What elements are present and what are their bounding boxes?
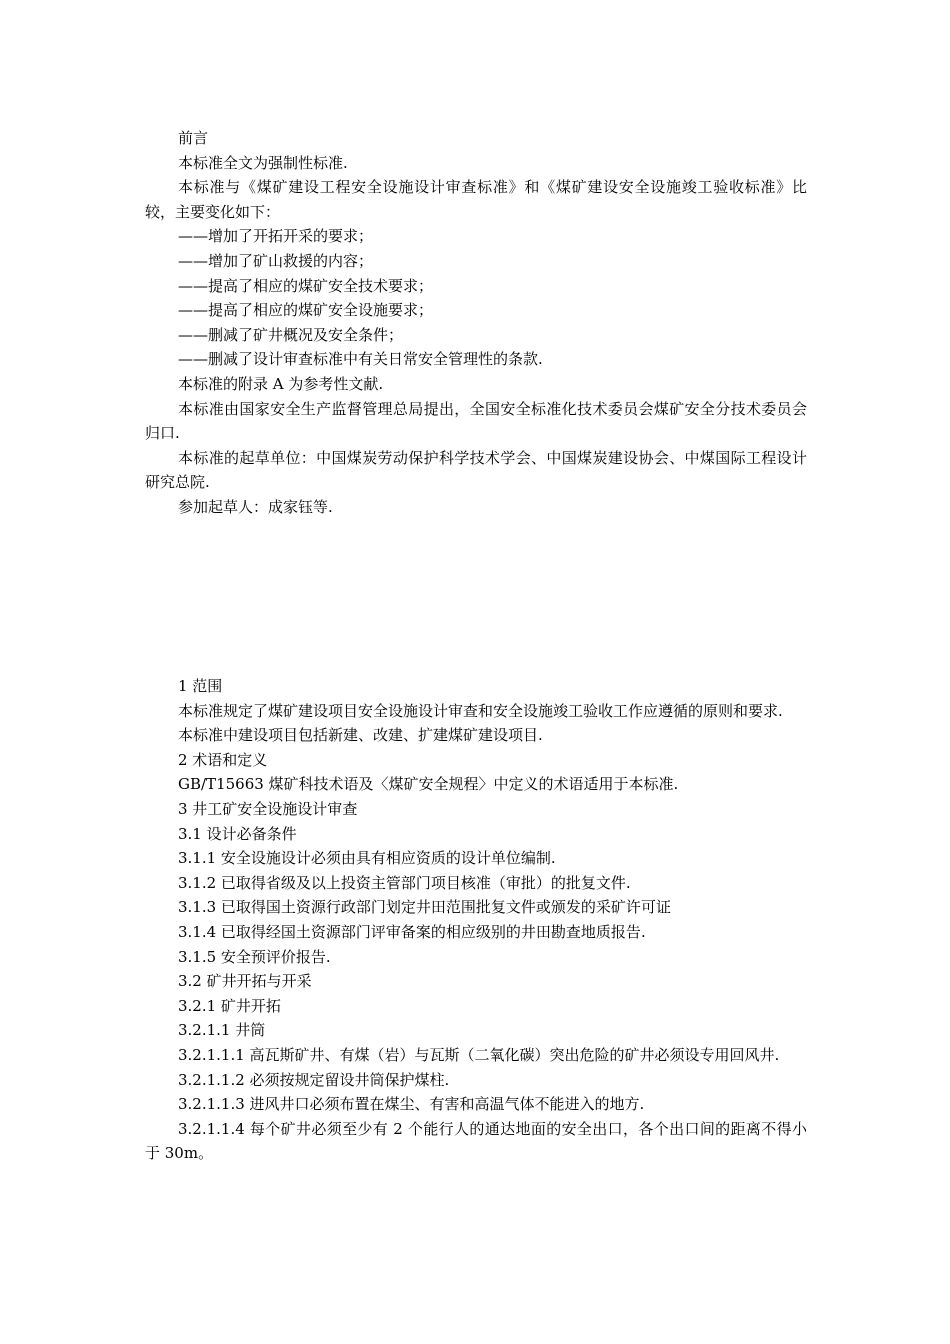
list-item: ——增加了矿山救援的内容； xyxy=(178,251,374,270)
clause: 3.1.4 已取得经国土资源部门评审备案的相应级别的井田勘查地质报告. xyxy=(178,922,646,941)
section-heading: 2 术语和定义 xyxy=(178,750,268,769)
list-item: ——删减了设计审查标准中有关日常安全管理性的条款. xyxy=(178,350,543,369)
paragraph: GB/T15663 煤矿科技术语及〈煤矿安全规程〉中定义的术语适用于本标准. xyxy=(178,775,679,794)
list-item: ——删减了矿井概况及安全条件； xyxy=(178,325,404,344)
paragraph: 本标准的附录 A 为参考性文献. xyxy=(178,374,384,393)
paragraph: 本标准由国家安全生产监督管理总局提出，全国安全标准化技术委员会煤矿安全分技术委员会归口. xyxy=(145,399,807,443)
paragraph: 本标准中建设项目包括新建、改建、扩建煤矿建设项目. xyxy=(178,726,543,745)
paragraph: 本标准与《煤矿建设工程安全设施设计审查标准》和《煤矿建设安全设施竣工验收标准》比较，主要变化如下： xyxy=(145,178,807,221)
body-section xyxy=(145,674,807,1166)
paragraph: 本标准的起草单位：中国煤炭劳动保护科学技术学会、中国煤炭建设协会、中煤国际工程设计研究总院. xyxy=(145,448,807,492)
list-item: ——提高了相应的煤矿安全技术要求； xyxy=(178,276,434,295)
subsection-heading: 3.2.1 矿井开拓 xyxy=(178,996,281,1015)
clause: 3.2.1.1.1 高瓦斯矿井、有煤（岩）与瓦斯（二氧化碳）突出危险的矿井必须设专用回风井. xyxy=(178,1045,780,1064)
clause: 3.2.1.1.4 每个矿井必须至少有 2 个能行人的通达地面的安全出口，各个出口间的距离不得小于 30m。 xyxy=(145,1119,807,1163)
clause: 3.1.2 已取得省级及以上投资主管部门项目核准（审批）的批复文件. xyxy=(178,873,631,892)
clause: 3.2.1.1.2 必须按规定留设井筒保护煤柱. xyxy=(178,1070,450,1089)
paragraph: 本标准规定了煤矿建设项目安全设施设计审查和安全设施竣工验收工作应遵循的原则和要求. xyxy=(178,701,783,720)
foreword-section xyxy=(145,126,807,520)
foreword-heading: 前言 xyxy=(178,129,209,147)
clause: 3.1.1 安全设施设计必须由具有相应资质的设计单位编制. xyxy=(178,849,556,868)
clause: 3.1.5 安全预评价报告. xyxy=(178,947,331,966)
subsection-heading: 3.2.1.1 井筒 xyxy=(178,1021,266,1040)
subsection-heading: 3.1 设计必备条件 xyxy=(178,824,297,843)
paragraph: 参加起草人：成家钰等. xyxy=(178,497,333,516)
list-item: ——增加了开拓开采的要求； xyxy=(178,227,374,246)
list-item: ——提高了相应的煤矿安全设施要求； xyxy=(178,301,434,320)
section-heading: 1 范围 xyxy=(178,677,223,695)
paragraph: 本标准全文为强制性标准. xyxy=(178,153,348,172)
clause: 3.2.1.1.3 进风井口必须布置在煤尘、有害和高温气体不能进入的地方. xyxy=(178,1095,645,1114)
section-heading: 3 井工矿安全设施设计审查 xyxy=(178,799,358,818)
subsection-heading: 3.2 矿井开拓与开采 xyxy=(178,972,312,991)
clause: 3.1.3 已取得国土资源行政部门划定井田范围批复文件或颁发的采矿许可证 xyxy=(178,898,671,917)
